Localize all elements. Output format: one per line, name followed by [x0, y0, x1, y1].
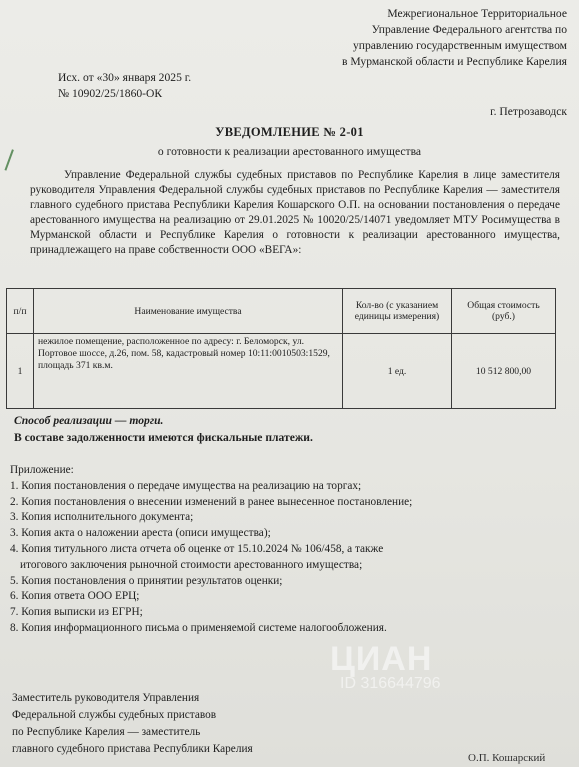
signature-line: Федеральной службы судебных приставов: [12, 709, 217, 721]
attachments-list: [10, 463, 565, 637]
document-subtitle: о готовности к реализации арестованного имущества: [157, 145, 422, 158]
property-table: [6, 288, 556, 409]
addressee-block: [307, 6, 567, 70]
addressee-line: Управление Федерального агентства по: [371, 23, 567, 36]
reference-number: № 10902/25/1860-ОК: [58, 87, 163, 100]
outgoing-reference: [58, 70, 191, 102]
signature-block: [12, 690, 253, 758]
signature-line: Заместитель руководителя Управления: [12, 692, 200, 704]
header-num: п/п: [7, 289, 34, 334]
header-price: Общая стоимость (руб.): [452, 289, 556, 334]
header-qty: Кол-во (с указанием единицы измерения): [343, 289, 452, 334]
list-item: 2. Копия постановления о внесении изменений в ранее вынесенное постановление;: [10, 495, 413, 508]
row-num: 1: [7, 334, 34, 409]
list-item: 5. Копия постановления о принятии результатов оценки;: [10, 574, 283, 587]
list-item: 7. Копия выписки из ЕГРН;: [10, 606, 143, 619]
header-name: Наименование имущества: [34, 289, 343, 334]
row-price: 10 512 800,00: [452, 334, 556, 409]
attachments-heading: Приложение:: [10, 464, 74, 476]
signature-line: по Республике Карелия — заместитель: [12, 726, 201, 738]
watermark: [330, 640, 530, 696]
row-qty: 1 ед.: [343, 334, 452, 409]
list-item: итогового заключения рыночной стоимости арестованного имущества;: [20, 558, 363, 571]
city: г. Петрозаводск: [490, 105, 567, 118]
table-header-row: [7, 289, 556, 334]
list-item: 8. Копия информационного письма о применяемой системе налогообложения.: [10, 621, 387, 634]
notice-paragraph: Управление Федеральной службы судебных приставов по Республике Карелия в лице заместителя руководителя Управления Федеральной службы судебных приставов по Республике Карелия — заместителя главного судебного пристава Республики Карелия Кошарского О.П. на основании постановления о передаче арестованного имущества на реализацию от 29.01.2025 № 10020/25/14071 уведомляет МТУ Росимущества в Мурманской области и Республике Карелия о готовности к реализации арестованного имущества, принадлежащего на праве собственности ООО «ВЕГА»:: [30, 169, 560, 256]
signature-line: главного судебного пристава Республики Карелия: [12, 743, 253, 755]
notice-body: [30, 168, 560, 258]
watermark-id: ID 316644796: [340, 675, 441, 692]
list-item: 3. Копия акта о наложении ареста (описи имущества);: [10, 527, 271, 540]
addressee-line: Межрегиональное Территориальное: [387, 7, 567, 20]
list-item: 6. Копия ответа ООО ЕРЦ;: [10, 590, 140, 603]
list-item: 3. Копия исполнительного документа;: [10, 511, 194, 524]
addressee-line: в Мурманской области и Республике Карелия: [342, 55, 567, 68]
table-row: [7, 334, 556, 409]
list-item: 4. Копия титульного листа отчета об оценке от 15.10.2024 № 106/458, а также: [10, 542, 384, 555]
signer-name: О.П. Кошарский: [468, 752, 546, 764]
reference-date: Исх. от «30» января 2025 г.: [58, 71, 192, 84]
list-item: 1. Копия постановления о передаче имущества на реализацию на торгах;: [10, 479, 362, 492]
watermark-logo: ЦИАН: [330, 640, 433, 678]
sale-method: Способ реализации — торги.: [14, 414, 164, 427]
addressee-line: управлению государственным имуществом: [352, 39, 567, 52]
fiscal-note: В составе задолженности имеются фискальные платежи.: [14, 431, 313, 444]
document-title: УВЕДОМЛЕНИЕ № 2-01: [215, 125, 364, 139]
row-description: нежилое помещение, расположенное по адресу: г. Беломорск, ул. Портовое шоссе, д.26, пом. 58, кадастровый номер 10:11:0010503:1529, площадь 371 кв.м.: [34, 334, 343, 409]
